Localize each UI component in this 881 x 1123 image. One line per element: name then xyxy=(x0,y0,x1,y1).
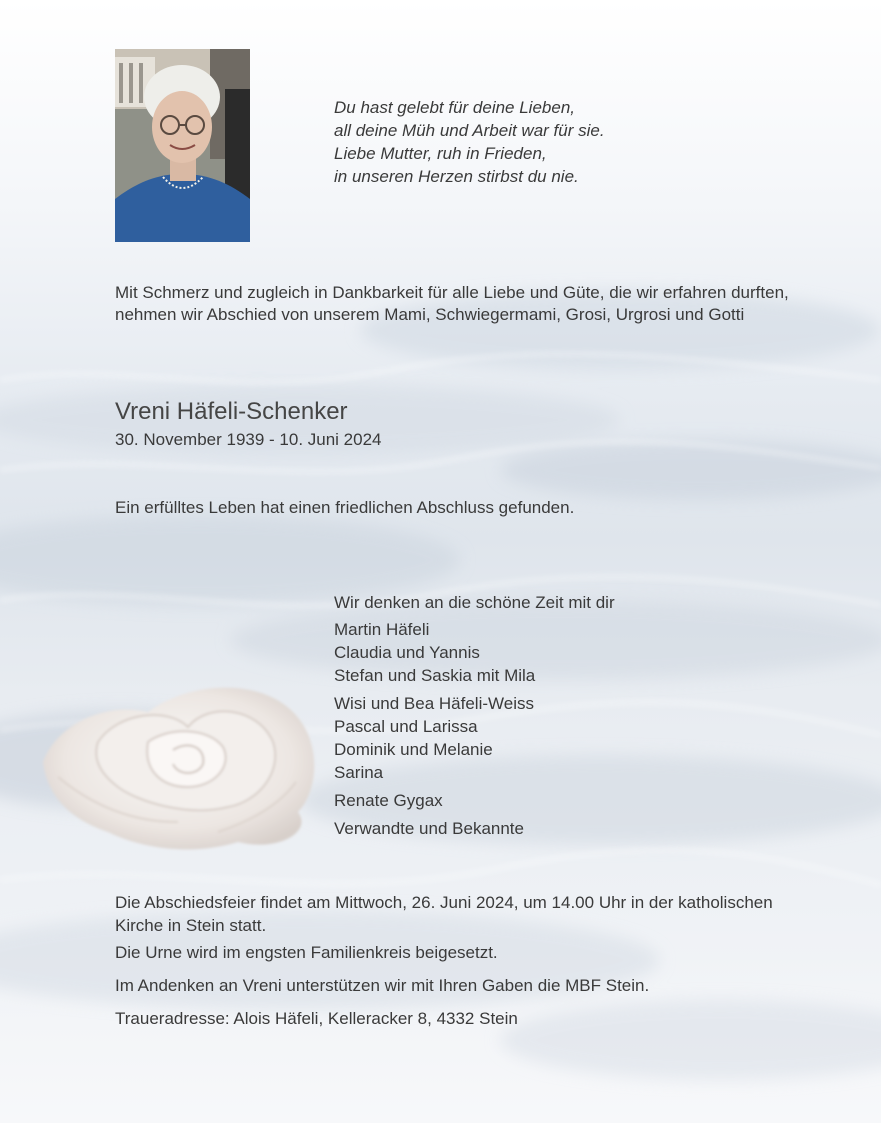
mourner-item: Pascal und Larissa xyxy=(334,717,478,736)
mourner-item: Stefan und Saskia mit Mila xyxy=(334,666,536,685)
poem-line: all deine Müh und Arbeit war für sie. xyxy=(334,121,605,140)
intro-text: Mit Schmerz und zugleich in Dankbarkeit für alle Liebe und Güte, die wir erfahren durften, nehmen wir Abschied von unserem Mami, Schwiegermami, Grosi, Urgrosi und Gotti xyxy=(115,283,789,324)
mourner-item: Dominik und Melanie xyxy=(334,740,493,759)
mourner-item: Claudia und Yannis xyxy=(334,643,480,662)
deceased-name: Vreni Häfeli-Schenker xyxy=(115,398,348,425)
rose-icon xyxy=(38,672,328,857)
poem-line: in unseren Herzen stirbst du nie. xyxy=(334,167,579,186)
poem xyxy=(334,96,605,188)
urn-text: Die Urne wird im engsten Familienkreis beigesetzt. xyxy=(115,943,498,962)
poem-line: Du hast gelebt für deine Lieben, xyxy=(334,98,576,117)
mourners-lead: Wir denken an die schöne Zeit mit dir xyxy=(334,593,615,612)
mourner-item: Renate Gygax xyxy=(334,791,443,810)
poem-line: Liebe Mutter, ruh in Frieden, xyxy=(334,144,547,163)
mourner-item: Martin Häfeli xyxy=(334,620,430,639)
closing-text: Ein erfülltes Leben hat einen friedlichen Abschluss gefunden. xyxy=(115,498,575,517)
mourner-item: Sarina xyxy=(334,763,384,782)
portrait-photo xyxy=(115,49,250,242)
mourner-item: Wisi und Bea Häfeli-Weiss xyxy=(334,694,534,713)
deceased-dates: 30. November 1939 - 10. Juni 2024 xyxy=(115,430,382,449)
mourner-item: Verwandte und Bekannte xyxy=(334,819,524,838)
ceremony-text: Die Abschiedsfeier findet am Mittwoch, 26. Juni 2024, um 14.00 Uhr in der katholischen Kirche in Stein statt. xyxy=(115,893,773,935)
mourning-address: Traueradresse: Alois Häfeli, Kelleracker 8, 4332 Stein xyxy=(115,1009,518,1028)
donation-text: Im Andenken an Vreni unterstützen wir mit Ihren Gaben die MBF Stein. xyxy=(115,976,650,995)
mourners-list xyxy=(334,591,615,840)
ceremony-info xyxy=(115,891,815,1040)
